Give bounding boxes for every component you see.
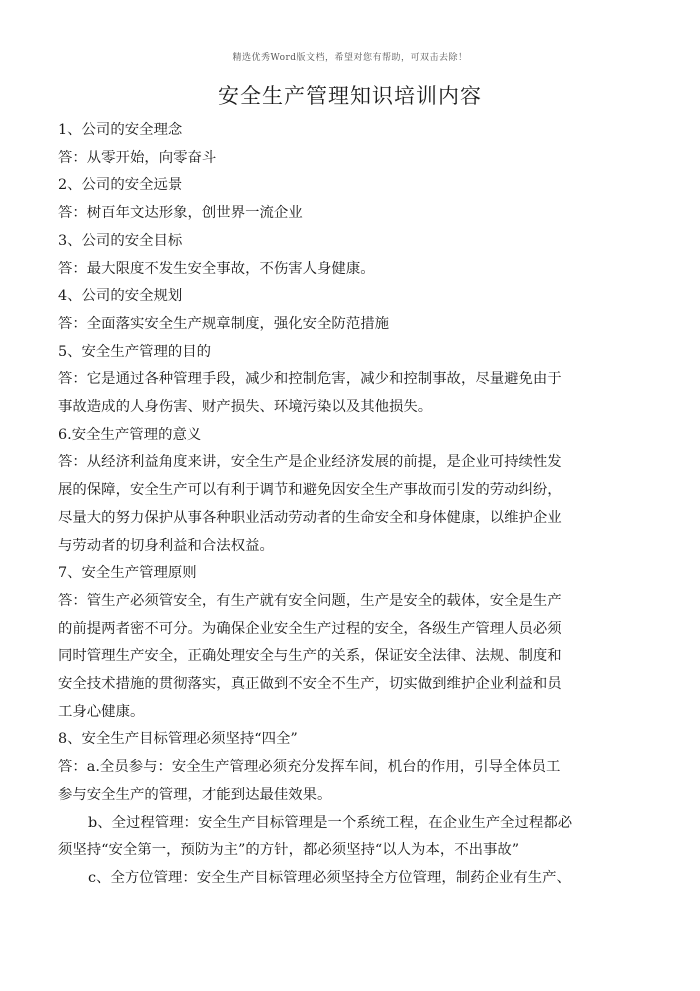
answer-3: 答：最大限度不发生安全事故，不伤害人身健康。 bbox=[58, 260, 375, 277]
section-heading-1: 1、公司的安全理念 bbox=[58, 122, 183, 138]
answer-6-line: 答：从经济利益角度来讲，安全生产是企业经济发展的前提，是企业可持续性发 bbox=[58, 454, 562, 471]
answer-6-line: 与劳动者的切身利益和合法权益。 bbox=[58, 537, 274, 554]
answer-6-line: 展的保障，安全生产可以有利于调节和避免因安全生产事故而引发的劳动纠纷， bbox=[58, 482, 562, 499]
answer-7-line: 安全技术措施的贯彻落实，真正做到不安全不生产，切实做到维护企业利益和员 bbox=[58, 676, 562, 693]
section-heading-7: 7、安全生产管理原则 bbox=[58, 565, 197, 582]
answer-2: 答：树百年文达形象，创世界一流企业 bbox=[58, 205, 303, 222]
header-watermark: 精选优秀Word版文档，希望对您有帮助，可双击去除！ bbox=[232, 53, 468, 63]
answer-1: 答：从零开始，向零奋斗 bbox=[58, 149, 217, 166]
section-heading-2: 2、公司的安全远景 bbox=[58, 177, 183, 194]
section-heading-8: 8、安全生产目标管理必须坚持“四全” bbox=[58, 731, 298, 748]
answer-7-line: 同时管理生产安全，正确处理安全与生产的关系，保证安全法律、法规、制度和 bbox=[58, 648, 562, 665]
section-heading-6: 6.安全生产管理的意义 bbox=[58, 426, 202, 443]
answer-5-line: 答：它是通过各种管理手段，减少和控制危害，减少和控制事故，尽量避免由于 bbox=[58, 371, 562, 388]
answer-5-line: 事故造成的人身伤害、财产损失、环境污染以及其他损失。 bbox=[58, 399, 433, 416]
answer-7-line: 答：管生产必须管安全，有生产就有安全问题，生产是安全的载体，安全是生产 bbox=[58, 592, 562, 609]
answer-4: 答：全面落实安全生产规章制度，强化安全防范措施 bbox=[58, 315, 389, 332]
answer-8c-line: c、全方位管理：安全生产目标管理必须坚持全方位管理，制药企业有生产、 bbox=[88, 869, 571, 886]
answer-6-line: 尽量大的努力保护从事各种职业活动劳动者的生命安全和身体健康，以维护企业 bbox=[58, 509, 562, 526]
document-body bbox=[58, 117, 644, 893]
answer-7-line: 工身心健康。 bbox=[58, 703, 145, 720]
answer-8b-line: b、全过程管理：安全生产目标管理是一个系统工程，在企业生产全过程都必 bbox=[88, 814, 573, 831]
answer-8a-line: 答：a.全员参与：安全生产管理必须充分发挥车间，机台的作用，引导全体员工 bbox=[58, 759, 561, 776]
document-title: 安全生产管理知识培训内容 bbox=[218, 84, 482, 108]
section-heading-3: 3、公司的安全目标 bbox=[58, 232, 183, 249]
answer-8a-line: 参与安全生产的管理，才能到达最佳效果。 bbox=[58, 786, 332, 803]
answer-8b-line: 须坚持“安全第一，预防为主”的方针，都必须坚持“以人为本，不出事故” bbox=[58, 842, 520, 859]
section-heading-4: 4、公司的安全规划 bbox=[58, 288, 183, 305]
section-heading-5: 5、安全生产管理的目的 bbox=[58, 343, 212, 360]
answer-7-line: 的前提两者密不可分。为确保企业安全生产过程的安全，各级生产管理人员必须 bbox=[58, 620, 562, 637]
